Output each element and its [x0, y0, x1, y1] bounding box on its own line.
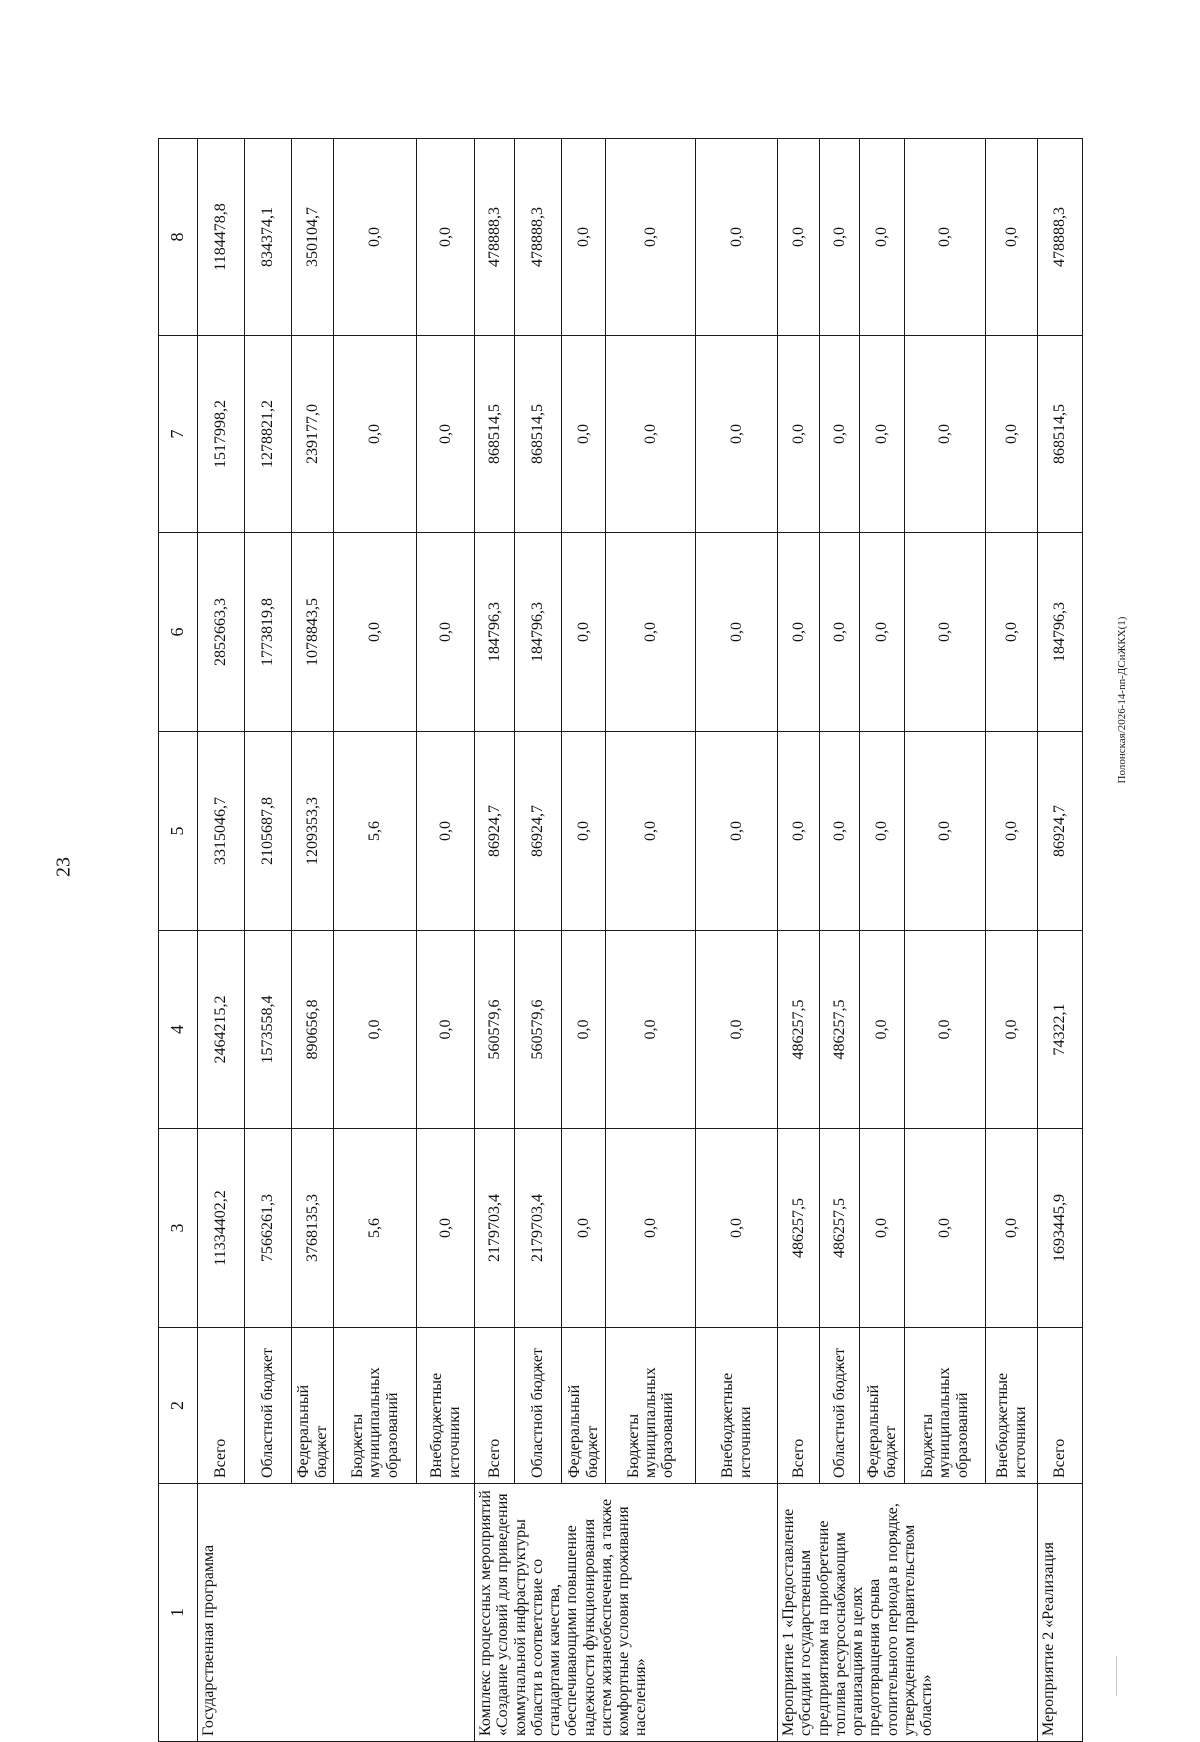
value-cell: 0,0 [696, 1129, 778, 1328]
value-cell: 0,0 [820, 336, 860, 533]
value-cell: 2179703,4 [515, 1129, 562, 1328]
column-header: 3 [159, 1129, 198, 1328]
value-cell: 868514,5 [1038, 336, 1083, 533]
value-cell: 0,0 [606, 139, 696, 336]
table-row [198, 139, 245, 1742]
table-row [778, 139, 820, 1742]
funding-source-cell: Внебюджетные источники [696, 1328, 778, 1484]
value-cell: 3315046,7 [198, 732, 245, 931]
value-cell: 868514,5 [515, 336, 562, 533]
value-cell: 486257,5 [778, 1129, 820, 1328]
value-cell: 890656,8 [292, 931, 334, 1129]
table-row [1038, 139, 1083, 1742]
funding-table-rotated [158, 138, 1083, 1742]
funding-source-cell: Всего [1038, 1328, 1083, 1484]
column-header: 2 [159, 1328, 198, 1484]
value-cell: 0,0 [905, 533, 986, 732]
value-cell: 0,0 [905, 931, 986, 1129]
value-cell: 184796,3 [475, 533, 515, 732]
column-header: 4 [159, 931, 198, 1129]
value-cell: 0,0 [860, 336, 905, 533]
value-cell: 0,0 [820, 732, 860, 931]
column-header: 1 [159, 1484, 198, 1742]
value-cell: 0,0 [606, 533, 696, 732]
funding-source-cell: Всего [475, 1328, 515, 1484]
value-cell: 0,0 [562, 139, 606, 336]
footer-note: Полонская/2026-14-nn-ДСиЖКХ(1) [1116, 616, 1128, 784]
value-cell: 0,0 [562, 931, 606, 1129]
value-cell: 0,0 [562, 732, 606, 931]
value-cell: 0,0 [334, 931, 417, 1129]
value-cell: 478888,3 [515, 139, 562, 336]
value-cell: 478888,3 [475, 139, 515, 336]
value-cell: 0,0 [696, 533, 778, 732]
value-cell: 0,0 [417, 1129, 475, 1328]
value-cell: 0,0 [778, 139, 820, 336]
value-cell: 0,0 [905, 1129, 986, 1328]
value-cell: 1773819,8 [245, 533, 292, 732]
value-cell: 74322,1 [1038, 931, 1083, 1129]
value-cell: 0,0 [417, 336, 475, 533]
funding-source-cell: Областной бюджет [515, 1328, 562, 1484]
funding-source-cell: Федеральный бюджет [562, 1328, 606, 1484]
funding-source-cell: Внебюджетные источники [417, 1328, 475, 1484]
program-name-cell: Комплекс процессных мероприятий «Создание условий для приведения коммунальной инфраструктуры области в соответствие со стандартами качества, обеспечивающими повышение надежности функционирования систем жизнеобеспечения, а также комфортные условия проживания населения» [475, 1484, 778, 1742]
funding-source-cell: Бюджеты муниципальных образований [606, 1328, 696, 1484]
value-cell: 0,0 [696, 139, 778, 336]
value-cell: 0,0 [986, 336, 1038, 533]
funding-source-cell: Федеральный бюджет [292, 1328, 334, 1484]
funding-source-cell: Областной бюджет [245, 1328, 292, 1484]
value-cell: 0,0 [696, 931, 778, 1129]
value-cell: 0,0 [820, 533, 860, 732]
value-cell: 486257,5 [778, 931, 820, 1129]
value-cell: 184796,3 [515, 533, 562, 732]
funding-source-cell: Федеральный бюджет [860, 1328, 905, 1484]
value-cell: 7566261,3 [245, 1129, 292, 1328]
scan-artifact [1116, 1656, 1117, 1696]
program-name-cell: Государственная программа [198, 1484, 475, 1742]
value-cell: 0,0 [417, 931, 475, 1129]
value-cell: 0,0 [820, 139, 860, 336]
value-cell: 2464215,2 [198, 931, 245, 1129]
value-cell: 0,0 [606, 1129, 696, 1328]
value-cell: 1693445,9 [1038, 1129, 1083, 1328]
funding-source-cell: Внебюджетные источники [986, 1328, 1038, 1484]
table-row [475, 139, 515, 1742]
value-cell: 0,0 [562, 533, 606, 732]
value-cell: 560579,6 [515, 931, 562, 1129]
value-cell: 0,0 [334, 336, 417, 533]
value-cell: 0,0 [778, 732, 820, 931]
value-cell: 1573558,4 [245, 931, 292, 1129]
value-cell: 86924,7 [1038, 732, 1083, 931]
value-cell: 486257,5 [820, 931, 860, 1129]
column-header: 7 [159, 336, 198, 533]
value-cell: 868514,5 [475, 336, 515, 533]
value-cell: 0,0 [606, 931, 696, 1129]
value-cell: 239177,0 [292, 336, 334, 533]
column-header: 5 [159, 732, 198, 931]
value-cell: 86924,7 [475, 732, 515, 931]
value-cell: 834374,1 [245, 139, 292, 336]
funding-source-cell: Всего [198, 1328, 245, 1484]
value-cell: 0,0 [417, 533, 475, 732]
value-cell: 2179703,4 [475, 1129, 515, 1328]
value-cell: 0,0 [778, 533, 820, 732]
value-cell: 0,0 [417, 732, 475, 931]
value-cell: 0,0 [860, 533, 905, 732]
funding-source-cell: Областной бюджет [820, 1328, 860, 1484]
value-cell: 1078843,5 [292, 533, 334, 732]
value-cell: 184796,3 [1038, 533, 1083, 732]
value-cell: 560579,6 [475, 931, 515, 1129]
value-cell: 0,0 [562, 1129, 606, 1328]
value-cell: 0,0 [986, 931, 1038, 1129]
program-name-cell: Мероприятие 2 «Реализация [1038, 1484, 1083, 1742]
value-cell: 5,6 [334, 732, 417, 931]
funding-table [158, 138, 1083, 1742]
value-cell: 0,0 [696, 732, 778, 931]
value-cell: 0,0 [986, 533, 1038, 732]
value-cell: 5,6 [334, 1129, 417, 1328]
value-cell: 0,0 [860, 139, 905, 336]
column-header: 8 [159, 139, 198, 336]
value-cell: 1184478,8 [198, 139, 245, 336]
value-cell: 0,0 [860, 1129, 905, 1328]
funding-source-cell: Бюджеты муниципальных образований [905, 1328, 986, 1484]
value-cell: 0,0 [905, 139, 986, 336]
value-cell: 0,0 [905, 336, 986, 533]
value-cell: 0,0 [417, 139, 475, 336]
value-cell: 478888,3 [1038, 139, 1083, 336]
funding-source-cell: Всего [778, 1328, 820, 1484]
value-cell: 0,0 [606, 732, 696, 931]
column-header: 6 [159, 533, 198, 732]
value-cell: 0,0 [986, 1129, 1038, 1328]
value-cell: 1278821,2 [245, 336, 292, 533]
value-cell: 2852663,3 [198, 533, 245, 732]
value-cell: 0,0 [696, 336, 778, 533]
value-cell: 486257,5 [820, 1129, 860, 1328]
column-number-row [159, 139, 198, 1742]
value-cell: 0,0 [334, 533, 417, 732]
value-cell: 0,0 [334, 139, 417, 336]
value-cell: 1517998,2 [198, 336, 245, 533]
value-cell: 0,0 [860, 732, 905, 931]
value-cell: 0,0 [986, 139, 1038, 336]
value-cell: 1209353,3 [292, 732, 334, 931]
value-cell: 0,0 [905, 732, 986, 931]
value-cell: 0,0 [606, 336, 696, 533]
value-cell: 3768135,3 [292, 1129, 334, 1328]
value-cell: 0,0 [860, 931, 905, 1129]
value-cell: 350104,7 [292, 139, 334, 336]
value-cell: 0,0 [986, 732, 1038, 931]
funding-source-cell: Бюджеты муниципальных образований [334, 1328, 417, 1484]
program-name-cell: Мероприятие 1 «Предоставление субсидии государственным предприятиям на приобретение топлива ресурсоснабжающим организациям в целях предотвращения срыва отопительного периода в порядке, утвержденном правительством области» [778, 1484, 1038, 1742]
page-number: 23 [52, 857, 75, 877]
value-cell: 0,0 [562, 336, 606, 533]
value-cell: 11334402,2 [198, 1129, 245, 1328]
value-cell: 2105687,8 [245, 732, 292, 931]
value-cell: 86924,7 [515, 732, 562, 931]
value-cell: 0,0 [778, 336, 820, 533]
